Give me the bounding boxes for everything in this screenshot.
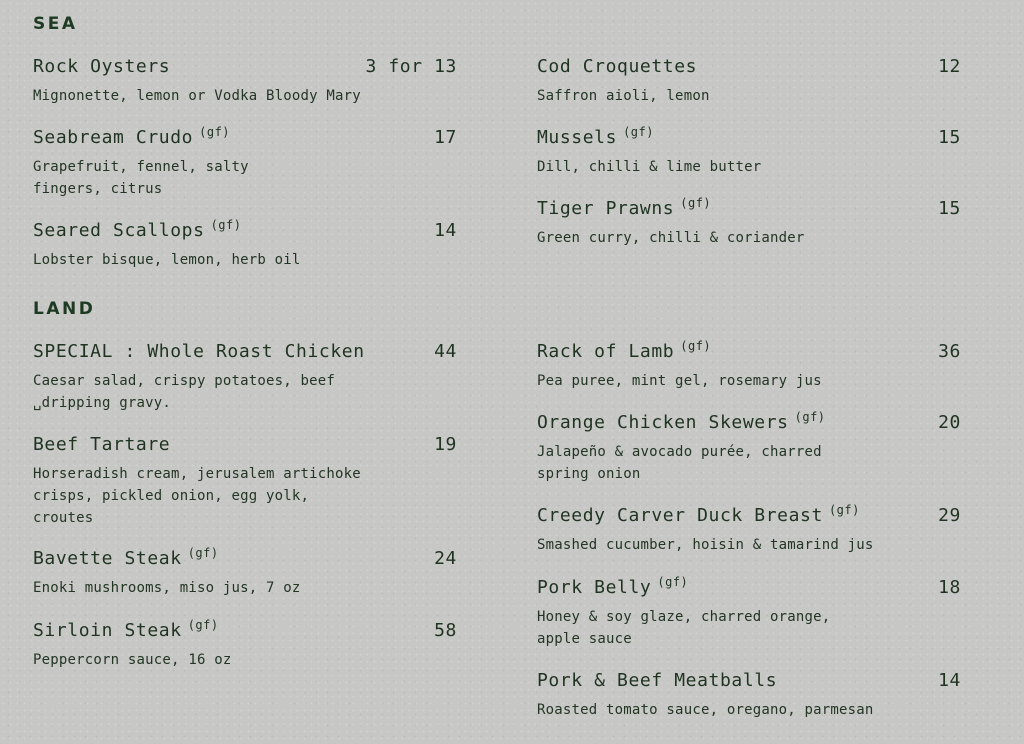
item-name: Rack of Lamb: [537, 341, 675, 362]
item-price: 44: [434, 341, 457, 362]
item-description: Grapefruit, fennel, salty fingers, citrus: [33, 159, 249, 197]
item-price: 15: [938, 127, 961, 148]
item-name: Mussels: [537, 127, 618, 148]
item-description: Pea puree, mint gel, rosemary jus: [537, 373, 822, 389]
item-description: Green curry, chilli & coriander: [537, 230, 805, 246]
menu-item-beef-tartare: [33, 434, 457, 529]
item-name: Creedy Carver Duck Breast: [537, 505, 823, 526]
item-price: 19: [434, 434, 457, 455]
menu-item-mussels: [537, 127, 961, 178]
menu-item-seared-scallops: [33, 220, 457, 271]
gluten-free-tag: (gf): [657, 575, 689, 589]
menu-item-pork-belly: [537, 577, 961, 650]
item-description: Honey & soy glaze, charred orange, apple sauce: [537, 609, 831, 647]
item-description: Horseradish cream, jerusalem artichoke crisps, pickled onion, egg yolk, croutes: [33, 466, 361, 526]
item-name: Beef Tartare: [33, 434, 171, 455]
gluten-free-tag: (gf): [199, 125, 231, 139]
gluten-free-tag: (gf): [187, 546, 219, 560]
menu-item-cod-croquettes: [537, 56, 961, 107]
item-price: 29: [938, 505, 961, 526]
item-name: Bavette Steak: [33, 548, 182, 569]
gluten-free-tag: (gf): [623, 125, 654, 139]
item-price: 17: [434, 127, 457, 148]
item-price: 15: [938, 198, 961, 219]
menu-item-pork-beef-meatballs: [537, 670, 961, 721]
item-name: SPECIAL : Whole Roast Chicken: [33, 341, 365, 362]
section-title-land: LAND: [33, 299, 96, 319]
item-name: Sirloin Steak: [33, 620, 182, 641]
menu-item-orange-chicken-skewers: [537, 412, 961, 485]
gluten-free-tag: (gf): [210, 218, 242, 232]
item-description: Smashed cucumber, hoisin & tamarind jus: [537, 537, 874, 553]
item-name: Cod Croquettes: [537, 56, 698, 77]
item-description: Jalapeño & avocado purée, charred spring onion: [537, 444, 822, 482]
item-description: Caesar salad, crispy potatoes, beef ␣dripping gravy.: [33, 373, 336, 411]
gluten-free-tag: (gf): [794, 410, 826, 424]
item-name: Seabream Crudo: [33, 127, 194, 148]
gluten-free-tag: (gf): [187, 618, 219, 632]
item-price: 14: [938, 670, 961, 691]
item-description: Saffron aioli, lemon: [537, 88, 710, 104]
menu-item-special-whole-roast-chicken: [33, 341, 457, 414]
item-price: 20: [938, 412, 961, 433]
item-name: Pork Belly: [537, 577, 652, 598]
item-price: 12: [938, 56, 961, 77]
menu-item-sirloin-steak: [33, 620, 457, 671]
item-price: 58: [434, 620, 457, 641]
item-price: 18: [938, 577, 961, 598]
item-name: Pork & Beef Meatballs: [537, 670, 778, 691]
menu-item-tiger-prawns: [537, 198, 961, 249]
item-price: 3 for 13: [365, 56, 457, 77]
item-description: Dill, chilli & lime butter: [537, 159, 762, 175]
item-name: Rock Oysters: [33, 56, 171, 77]
item-name: Tiger Prawns: [537, 198, 675, 219]
gluten-free-tag: (gf): [680, 196, 712, 210]
item-description: Enoki mushrooms, miso jus, 7 oz: [33, 580, 301, 596]
gluten-free-tag: (gf): [828, 503, 860, 517]
menu-item-rack-of-lamb: [537, 341, 961, 392]
item-description: Mignonette, lemon or Vodka Bloody Mary: [33, 88, 361, 104]
menu-item-rock-oysters: [33, 56, 457, 107]
item-description: Roasted tomato sauce, oregano, parmesan: [537, 702, 874, 718]
item-name: Seared Scallops: [33, 220, 205, 241]
item-description: Lobster bisque, lemon, herb oil: [33, 252, 301, 268]
menu-item-seabream-crudo: [33, 127, 457, 200]
item-name: Orange Chicken Skewers: [537, 412, 789, 433]
item-price: 36: [938, 341, 961, 362]
menu-item-creedy-carver-duck-breast: [537, 505, 961, 556]
item-description: Peppercorn sauce, 16 oz: [33, 652, 232, 668]
item-price: 14: [434, 220, 457, 241]
menu-item-bavette-steak: [33, 548, 457, 599]
item-price: 24: [434, 548, 457, 569]
gluten-free-tag: (gf): [680, 339, 712, 353]
section-title-sea: SEA: [33, 14, 78, 34]
